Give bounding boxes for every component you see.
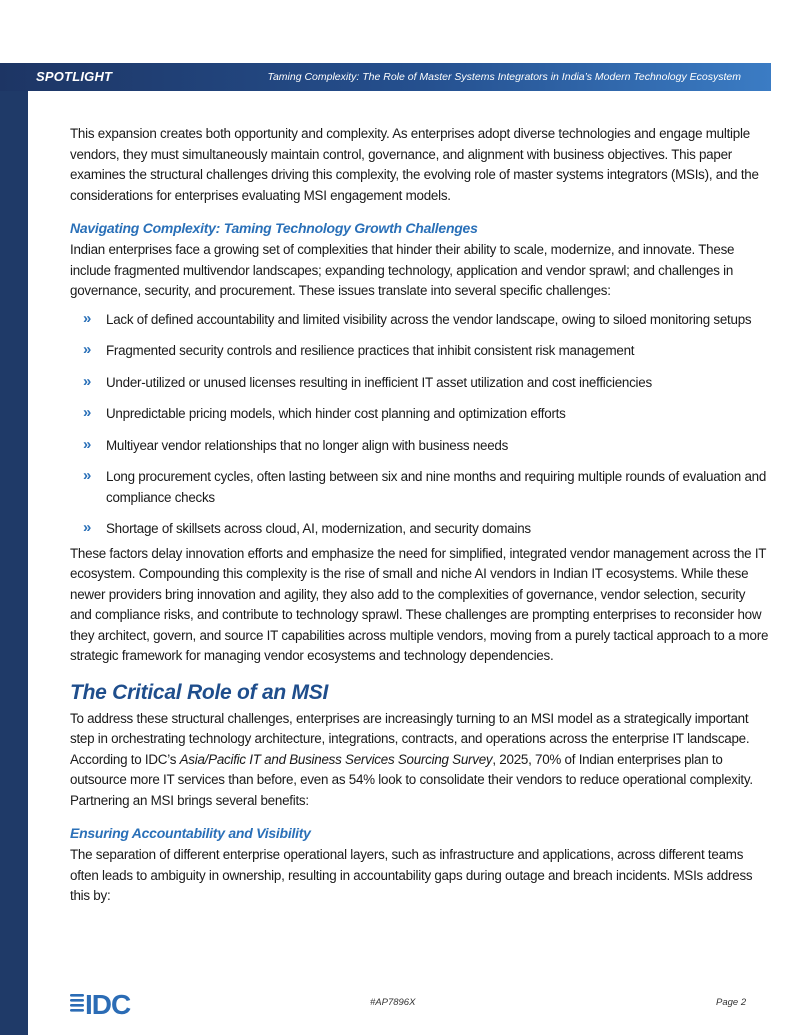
idc-logo <box>70 989 160 1017</box>
list-item: » Fragmented security controls and resilience practices that inhibit consistent risk management <box>70 341 770 362</box>
double-chevron-right-icon: » <box>83 404 92 421</box>
list-item: » Shortage of skillsets across cloud, AI, modernization, and security domains <box>70 519 770 540</box>
list-item: » Lack of defined accountability and limited visibility across the vendor landscape, owing to siloed monitoring setups <box>70 310 770 331</box>
spotlight-label: SPOTLIGHT <box>36 69 113 84</box>
document-id: #AP7896X <box>370 997 416 1008</box>
document-title: Taming Complexity: The Role of Master Systems Integrators in India’s Modern Technology Ecosystem <box>267 71 741 83</box>
section2-paragraph: To address these structural challenges, enterprises are increasingly turning to an MSI model as a strategically important step in orchestrating technology architecture, integrations, contracts, and operations across the enterprise IT landscape. According to IDC’s Asia/Pacific IT and Business Services Sourcing Survey, 2025, 70% of Indian enterprises plan to outsource more IT services than before, even as 54% look to consolidate their vendors to reduce operational complexity. Partnering an MSI brings several benefits: <box>70 710 753 808</box>
survey-title: Asia/Pacific IT and Business Services Sourcing Survey <box>179 751 493 767</box>
section-heading-accountability: Ensuring Accountability and Visibility <box>70 825 311 841</box>
intro-paragraph: This expansion creates both opportunity and complexity. As enterprises adopt diverse technologies and engage multiple vendors, they must simultaneously maintain control, governance, and alignment with business objectives. This paper examines the structural challenges driving this complexity, the evolving role of master systems integrators (MSIs), and the considerations for enterprises evaluating MSI engagement models. <box>70 126 759 203</box>
section-heading-navigating-complexity: Navigating Complexity: Taming Technology Growth Challenges <box>70 220 478 236</box>
list-item: » Under-utilized or unused licenses resulting in inefficient IT asset utilization and cost inefficiencies <box>70 373 770 394</box>
challenge-list <box>70 310 770 540</box>
list-item: » Long procurement cycles, often lasting between six and nine months and requiring multiple rounds of evaluation and compliance checks <box>83 467 767 505</box>
page-number: Page 2 <box>716 997 747 1008</box>
left-accent-bar <box>0 63 28 1035</box>
list-item: » Unpredictable pricing models, which hinder cost planning and optimization efforts <box>70 404 770 425</box>
double-chevron-right-icon: » <box>83 467 92 484</box>
section1-paragraph: Indian enterprises face a growing set of complexities that hinder their ability to scale, modernize, and innovate. These include fragmented multivendor landscapes; expanding technology, application and vendor sprawl; and challenges in governance, security, and procurement. These issues translate into several specific challenges: <box>70 242 735 298</box>
section-heading-critical-role: The Critical Role of an MSI <box>70 680 329 704</box>
double-chevron-right-icon: » <box>83 519 92 536</box>
section3-paragraph: The separation of different enterprise operational layers, such as infrastructure and applications, across different teams often leads to ambiguity in ownership, resulting in accountability gaps during outage and breach incidents. MSIs address this by: <box>70 847 753 903</box>
double-chevron-right-icon: » <box>83 341 92 358</box>
logo-text: IDC <box>85 989 131 1017</box>
double-chevron-right-icon: » <box>83 309 92 327</box>
double-chevron-right-icon: » <box>83 372 92 390</box>
section1-closing-paragraph: These factors delay innovation efforts and emphasize the need for simplified, integrated vendor management across the IT ecosystem. Compounding this complexity is the rise of small and niche AI vendors in Indian IT ecosystems. While these newer providers bring innovation and agility, they also add to the complexities of governance, vendor selection, security and compliance risks, and contribute to technology sprawl. These challenges are prompting enterprises to reconsider how they architect, govern, and source IT capabilities across multiple vendors, moving from a purely tactical approach to a more strategic framework for managing vendor ecosystems and technology dependencies. <box>70 545 769 663</box>
header-band <box>0 63 771 91</box>
list-item: » Multiyear vendor relationships that no longer align with business needs <box>70 436 770 457</box>
main-content <box>70 124 770 907</box>
double-chevron-right-icon: » <box>83 435 92 453</box>
